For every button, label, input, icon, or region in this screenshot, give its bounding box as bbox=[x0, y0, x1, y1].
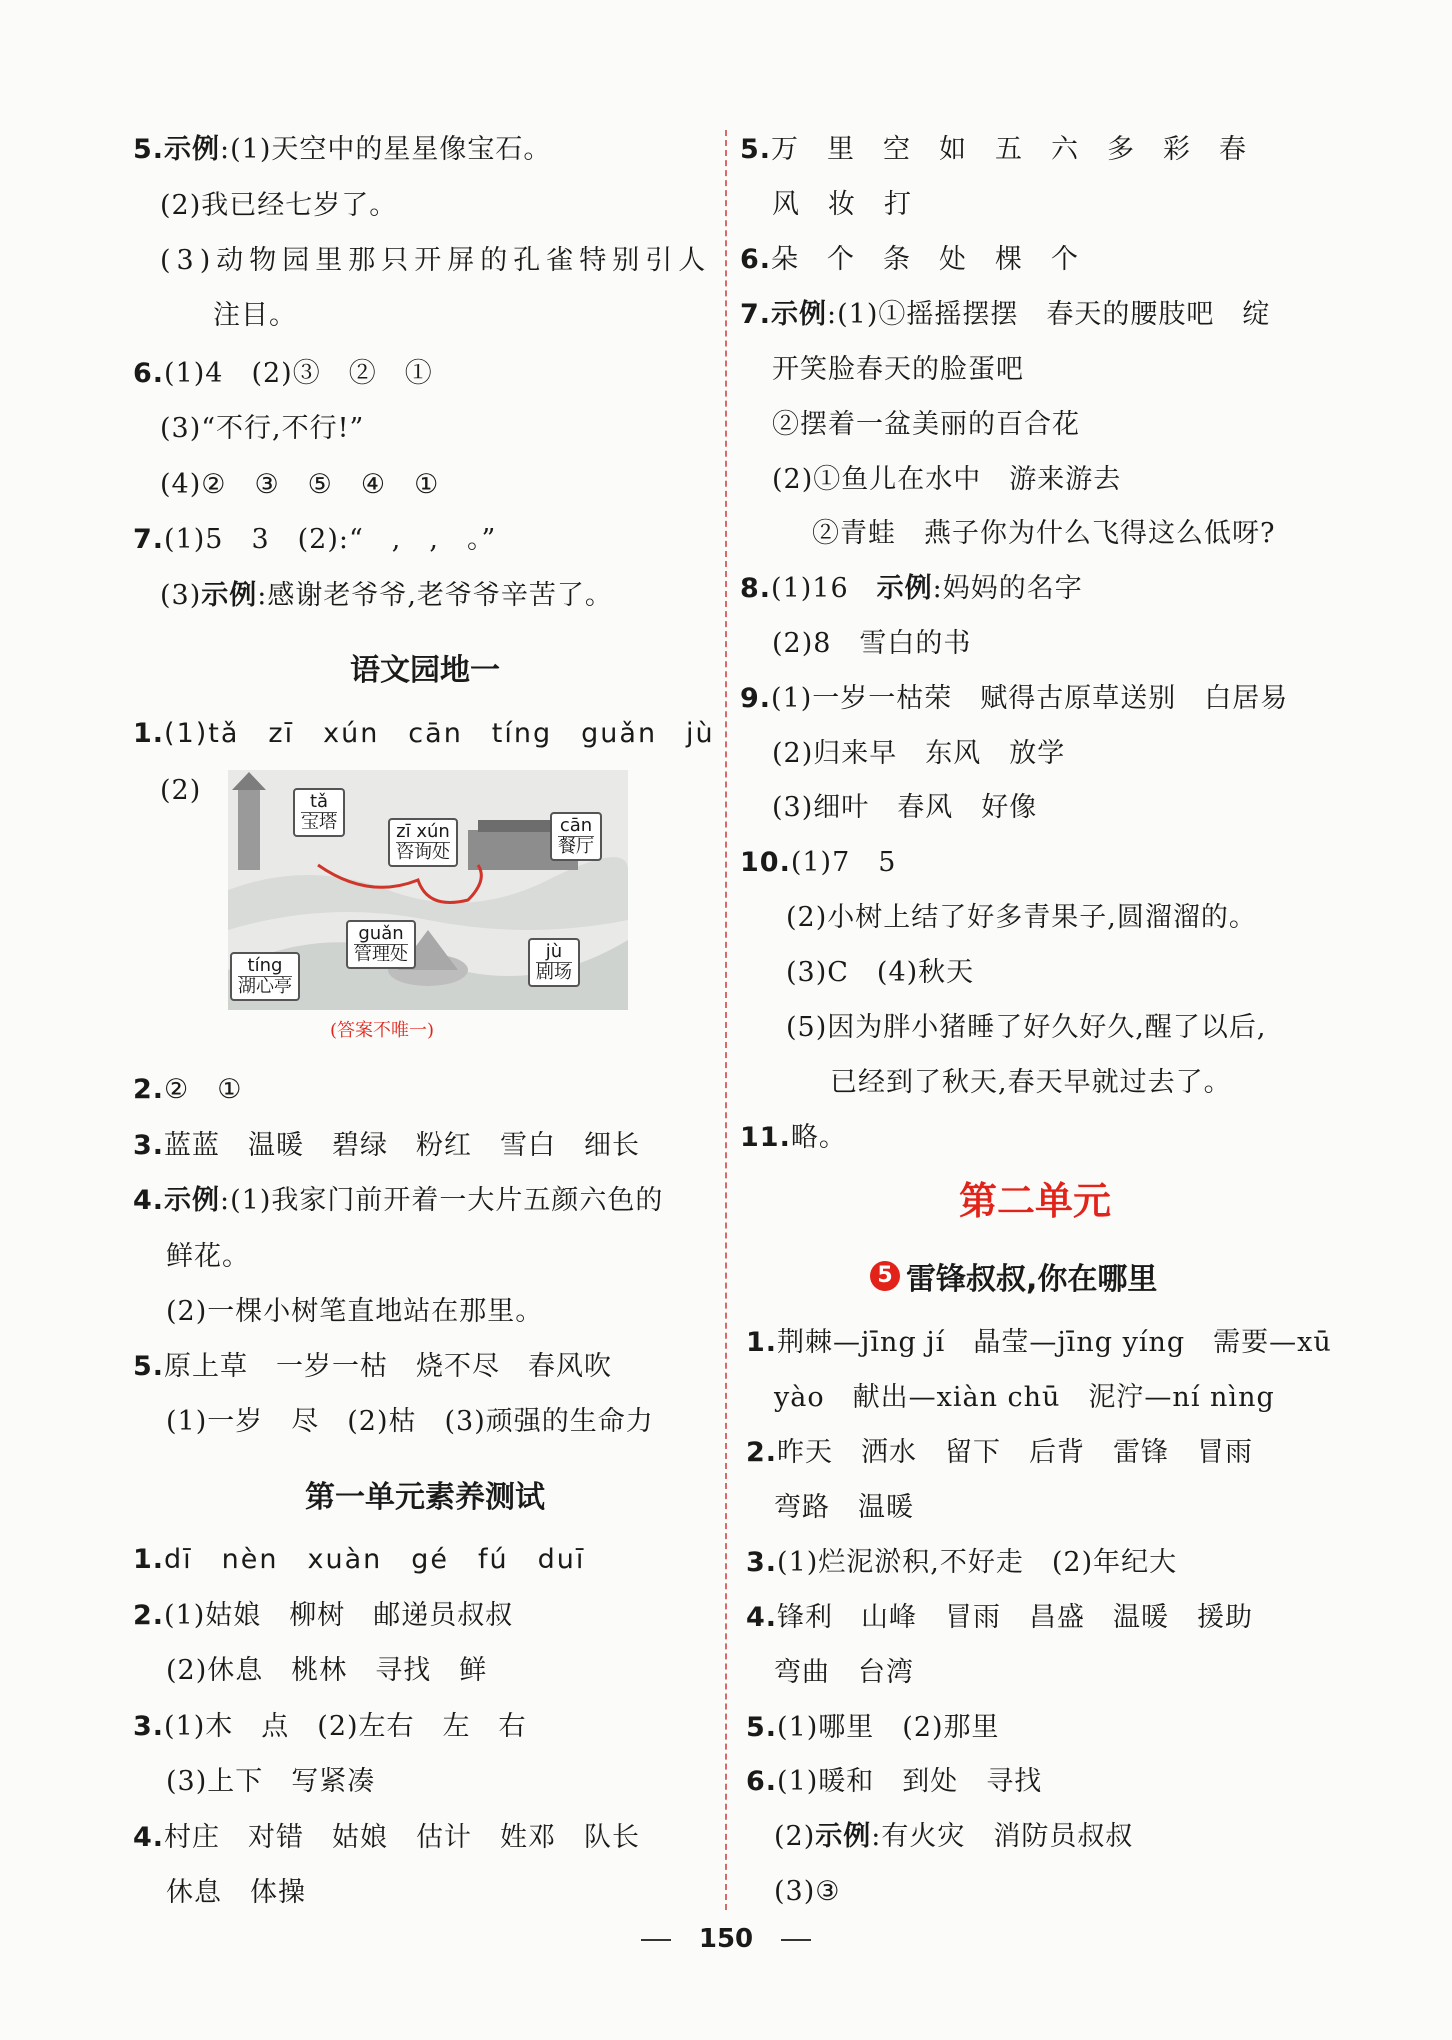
answer-l1 bbox=[746, 1325, 1332, 1361]
answer-line: (2)小树上结了好多青果子,圆溜溜的。 bbox=[786, 902, 1257, 933]
answer-line: (3)上下 写紧凑 bbox=[166, 1766, 376, 1797]
answer-text: 略。 bbox=[790, 1122, 847, 1153]
answer-text: 昨天 洒水 留下 后背 雷锋 冒雨 bbox=[777, 1437, 1254, 1468]
question-number: 2. bbox=[133, 1074, 165, 1105]
answer-l4 bbox=[746, 1600, 1253, 1636]
question-number: 1. bbox=[133, 718, 165, 749]
answer-r10 bbox=[740, 845, 896, 881]
answer-r9 bbox=[740, 681, 1288, 717]
answer-line: (2)归来早 东风 放学 bbox=[772, 738, 1066, 769]
answer-l6 bbox=[746, 1764, 1042, 1800]
answer-text: ② ① bbox=[164, 1074, 243, 1105]
answer-r8 bbox=[740, 571, 1083, 607]
question-number: 6. bbox=[740, 244, 772, 275]
question-number: 4. bbox=[746, 1602, 778, 1633]
answer-3b bbox=[133, 1709, 527, 1745]
answer-line: (3)C (4)秋天 bbox=[786, 957, 975, 988]
answer-line: (2) bbox=[160, 775, 202, 806]
answer-text: 荆棘—jīng jí 晶莹—jīng yíng 需要—xū bbox=[777, 1327, 1332, 1358]
question-number: 3. bbox=[133, 1711, 165, 1742]
answer-line: (2)一棵小树笔直地站在那里。 bbox=[166, 1296, 544, 1327]
lesson-number-badge: 5 bbox=[870, 1261, 900, 1291]
answer-text: 万 里 空 如 五 六 多 彩 春 bbox=[771, 134, 1248, 165]
tag-pagoda: tǎ 宝塔 bbox=[293, 788, 345, 837]
question-number: 3. bbox=[133, 1130, 165, 1161]
answer-text: (1)5 3 (2):“ , , 。” bbox=[164, 524, 497, 555]
answer-text: (1)木 点 (2)左右 左 右 bbox=[164, 1711, 527, 1742]
answer-1b bbox=[133, 1542, 585, 1578]
answer-text: (1)tǎ zī xún cān tíng guǎn jù bbox=[164, 718, 715, 749]
sub-answer: (1)16 bbox=[771, 573, 877, 604]
section-heading: 第一单元素养测试 bbox=[305, 1480, 545, 1515]
page-number-dash bbox=[781, 1939, 811, 1941]
answer-line: (1)一岁 尽 (2)枯 (3)顽强的生命力 bbox=[166, 1406, 654, 1437]
answer-line: 已经到了秋天,春天早就过去了。 bbox=[830, 1067, 1232, 1098]
page-number bbox=[0, 1924, 1452, 1954]
tag-theater: jù 剧场 bbox=[528, 938, 580, 987]
question-number: 3. bbox=[746, 1547, 778, 1578]
answer-text: (1)7 5 bbox=[790, 847, 897, 878]
answer-line: (4)② ③ ⑤ ④ ① bbox=[160, 469, 440, 500]
answer-text: (1)暖和 到处 寻找 bbox=[777, 1766, 1043, 1797]
example-label: 示例 bbox=[164, 134, 221, 165]
tag-management: guǎn 管理处 bbox=[346, 920, 416, 969]
answer-text: 蓝蓝 温暖 碧绿 粉红 雪白 细长 bbox=[164, 1130, 641, 1161]
sub-number: (3) bbox=[160, 580, 202, 611]
answer-line: 弯曲 台湾 bbox=[774, 1657, 914, 1688]
question-number: 1. bbox=[133, 1544, 165, 1575]
answer-r5 bbox=[740, 132, 1247, 168]
answer-line: (2)①鱼儿在水中 游来游去 bbox=[772, 464, 1122, 495]
answer-6 bbox=[133, 356, 433, 392]
answer-line: (2)休息 桃林 寻找 鲜 bbox=[166, 1655, 488, 1686]
unit-title: 第二单元 bbox=[958, 1179, 1111, 1223]
answer-1 bbox=[133, 716, 715, 752]
answer-text: (1)烂泥淤积,不好走 (2)年纪大 bbox=[777, 1547, 1178, 1578]
answer-line: ②青蛙 燕子你为什么飞得这么低呀? bbox=[812, 518, 1276, 549]
answer-line: 弯路 温暖 bbox=[774, 1492, 914, 1523]
figure-note: (答案不唯一) bbox=[330, 1020, 435, 1041]
answer-l2 bbox=[746, 1435, 1253, 1471]
answer-line: (3)细叶 春风 好像 bbox=[772, 792, 1038, 823]
question-number: 9. bbox=[740, 683, 772, 714]
answer-text: (1)4 (2)③ ② ① bbox=[164, 358, 433, 389]
question-number: 5. bbox=[740, 134, 772, 165]
answer-text: 原上草 一岁一枯 烧不尽 春风吹 bbox=[164, 1351, 613, 1382]
answer-3 bbox=[133, 1128, 640, 1164]
answer-text: 朵 个 条 处 棵 个 bbox=[771, 244, 1080, 275]
answer-text: (1)姑娘 柳树 邮递员叔叔 bbox=[164, 1600, 514, 1631]
answer-line: 注目。 bbox=[213, 300, 297, 331]
question-number: 1. bbox=[746, 1327, 778, 1358]
answer-text: :(1)我家门前开着一大片五颜六色的 bbox=[220, 1185, 664, 1216]
question-number: 2. bbox=[133, 1600, 165, 1631]
answer-line: (3)③ bbox=[774, 1876, 841, 1907]
park-map-illustration bbox=[228, 770, 628, 1040]
question-number: 6. bbox=[746, 1766, 778, 1797]
example-label: 示例 bbox=[876, 573, 933, 604]
question-number: 5. bbox=[133, 1351, 165, 1382]
answer-4 bbox=[133, 1183, 663, 1219]
page-number-dash bbox=[641, 1939, 671, 1941]
answer-line: 休息 体操 bbox=[166, 1877, 306, 1908]
question-number: 11. bbox=[740, 1122, 791, 1153]
answer-2 bbox=[133, 1072, 242, 1108]
answer-line bbox=[774, 1819, 1133, 1855]
example-label: 示例 bbox=[815, 1821, 872, 1852]
answer-line: (2)8 雪白的书 bbox=[772, 628, 972, 659]
tag-pavilion: tíng 湖心亭 bbox=[230, 952, 300, 1001]
question-number: 8. bbox=[740, 573, 772, 604]
question-number: 5. bbox=[133, 134, 165, 165]
answer-line: 风 妆 打 bbox=[772, 189, 912, 220]
answer-line: 鲜花。 bbox=[166, 1241, 250, 1272]
answer-5b bbox=[133, 1349, 612, 1385]
lesson-name: 雷锋叔叔,你在哪里 bbox=[906, 1262, 1158, 1297]
answer-r7 bbox=[740, 297, 1270, 333]
answer-line: (3)动物园里那只开屏的孔雀特别引人 bbox=[160, 245, 712, 276]
answer-text: 锋利 山峰 冒雨 昌盛 温暖 援助 bbox=[777, 1602, 1254, 1633]
question-number: 4. bbox=[133, 1185, 165, 1216]
example-label: 示例 bbox=[201, 580, 258, 611]
example-label: 示例 bbox=[164, 1185, 221, 1216]
answer-text: :(1)①摇摇摆摆 春天的腰肢吧 绽 bbox=[827, 299, 1271, 330]
question-number: 10. bbox=[740, 847, 791, 878]
answer-text: :感谢老爷爷,老爷爷辛苦了。 bbox=[257, 580, 613, 611]
answer-text: (1)一岁一枯荣 赋得古原草送别 白居易 bbox=[771, 683, 1289, 714]
lesson-title bbox=[870, 1254, 1157, 1298]
answer-2b bbox=[133, 1598, 513, 1634]
tag-restaurant: cān 餐厅 bbox=[550, 812, 602, 861]
answer-text: :妈妈的名字 bbox=[932, 573, 1083, 604]
answer-text: dī nèn xuàn gé fú duī bbox=[164, 1544, 586, 1575]
example-label: 示例 bbox=[771, 299, 828, 330]
sub-number: (2) bbox=[774, 1821, 816, 1852]
question-number: 4. bbox=[133, 1822, 165, 1853]
section-heading: 语文园地一 bbox=[350, 653, 500, 688]
answer-text: :(1)天空中的星星像宝石。 bbox=[220, 134, 552, 165]
tag-info-desk: zī xún 咨询处 bbox=[388, 818, 458, 867]
answer-5 bbox=[133, 132, 551, 168]
answer-line: (2)我已经七岁了。 bbox=[160, 190, 398, 221]
answer-text: 村庄 对错 姑娘 估计 姓邓 队长 bbox=[164, 1822, 641, 1853]
answer-line bbox=[160, 578, 613, 614]
answer-line: 开笑脸春天的脸蛋吧 bbox=[772, 354, 1024, 385]
answer-line: (5)因为胖小猪睡了好久好久,醒了以后, bbox=[786, 1012, 1267, 1043]
answer-line: ②摆着一盆美丽的百合花 bbox=[772, 409, 1080, 440]
answer-line: (3)“不行,不行!” bbox=[160, 413, 365, 444]
question-number: 7. bbox=[133, 524, 165, 555]
answer-line: yào 献出—xiàn chū 泥泞—ní nìng bbox=[774, 1382, 1275, 1413]
page-number-value: 150 bbox=[698, 1924, 754, 1954]
question-number: 5. bbox=[746, 1712, 778, 1743]
question-number: 2. bbox=[746, 1437, 778, 1468]
answer-4b bbox=[133, 1820, 640, 1856]
answer-7 bbox=[133, 522, 496, 558]
answer-r6 bbox=[740, 242, 1079, 278]
answer-l3 bbox=[746, 1545, 1177, 1581]
column-divider bbox=[725, 130, 727, 1910]
question-number: 6. bbox=[133, 358, 165, 389]
answer-r11 bbox=[740, 1120, 847, 1156]
answer-l5 bbox=[746, 1710, 1000, 1746]
question-number: 7. bbox=[740, 299, 772, 330]
answer-text: (1)哪里 (2)那里 bbox=[777, 1712, 1000, 1743]
answer-text: :有火灾 消防员叔叔 bbox=[871, 1821, 1134, 1852]
